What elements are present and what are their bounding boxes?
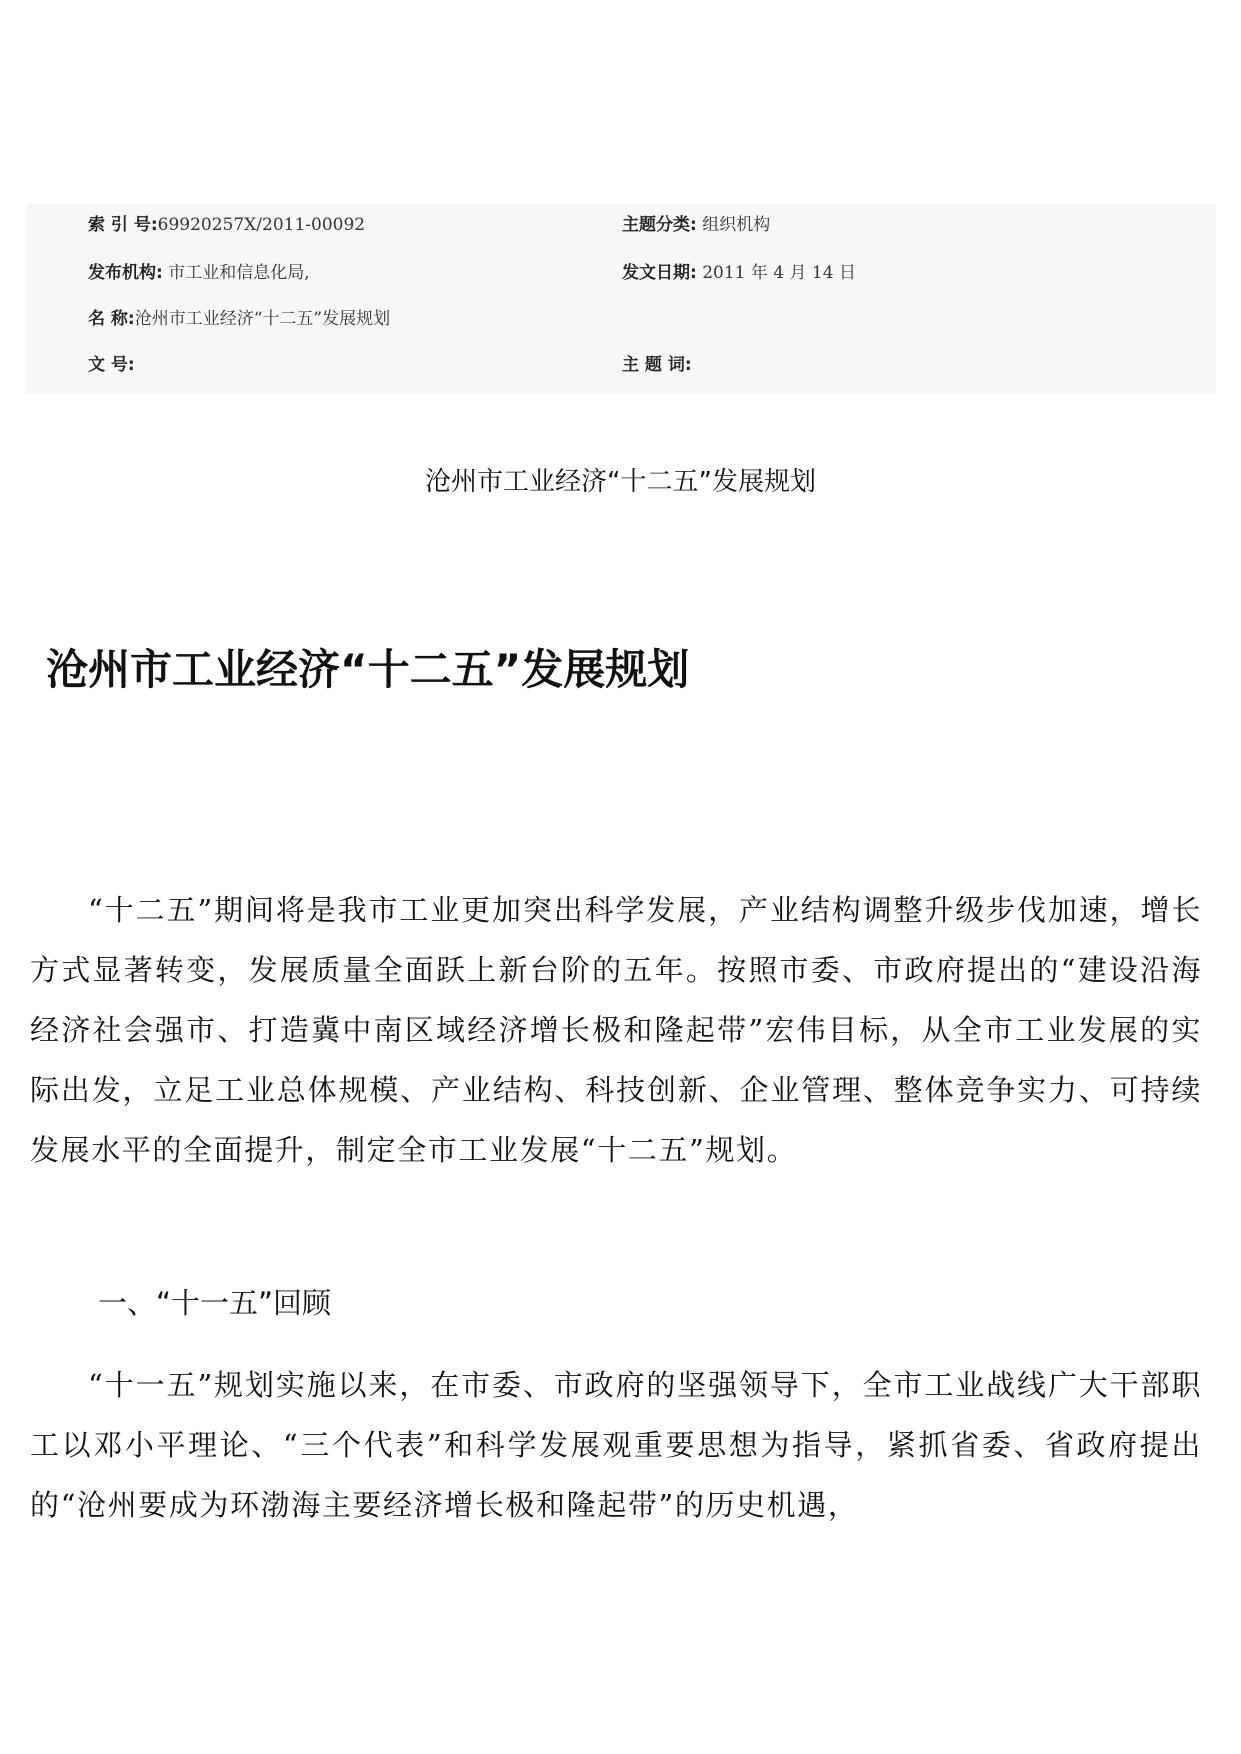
meta-date-value: 2011 年 4 月 14 日 [702,263,856,283]
meta-row-docno [26,350,1216,380]
intro-paragraph: “十二五”期间将是我市工业更加突出科学发展，产业结构调整升级步伐加速，增长方式显著转变，发展质量全面跃上新台阶的五年。按照市委、市政府提出的“建设沿海经济社会强市、打造冀中南区域经济增长极和隆起带”宏伟目标，从全市工业发展的实际出发，立足工业总体规模、产业结构、科技创新、企业管理、整体竞争实力、可持续发展水平的全面提升，制定全市工业发展“十二五”规划。 [30,893,1202,1167]
page-title: 沧州市工业经济“十二五”发展规划 [425,467,816,497]
section-one-heading: 一、“十一五”回顾 [98,1286,332,1320]
section-one-paragraph: “十一五”规划实施以来，在市委、市政府的坚强领导下，全市工业战线广大干部职工以邓小平理论、“三个代表”和科学发展观重要思想为指导，紧抓省委、省政府提出的“沧州要成为环渤海主要经济增长极和隆起带”的历史机遇， [30,1368,1202,1522]
meta-index [88,210,365,240]
meta-date [622,258,856,288]
meta-row-publisher [26,258,1216,288]
meta-row-index [26,210,1216,240]
document-metadata-panel [26,204,1216,394]
meta-row-name [26,304,1216,334]
meta-category-label: 主题分类: [622,215,697,235]
meta-category-value: 组织机构 [702,215,771,235]
meta-category [622,210,770,240]
meta-keywords-label: 主 题 词: [622,355,692,375]
meta-publisher-label: 发布机构: [88,263,163,283]
meta-name-label: 名 称: [88,309,135,329]
meta-index-value: 69920257X/2011-00092 [157,215,366,235]
meta-name-value: 沧州市工业经济“十二五”发展规划 [134,309,391,329]
document-heading: 沧州市工业经济“十二五”发展规划 [46,645,690,694]
meta-publisher-value: 市工业和信息化局, [168,263,310,283]
meta-keywords [622,350,692,380]
meta-name [88,304,390,334]
meta-date-label: 发文日期: [622,263,697,283]
meta-index-label: 索 引 号: [88,215,158,235]
meta-publisher [88,258,310,288]
meta-docno [88,350,135,380]
meta-docno-label: 文 号: [88,355,135,375]
